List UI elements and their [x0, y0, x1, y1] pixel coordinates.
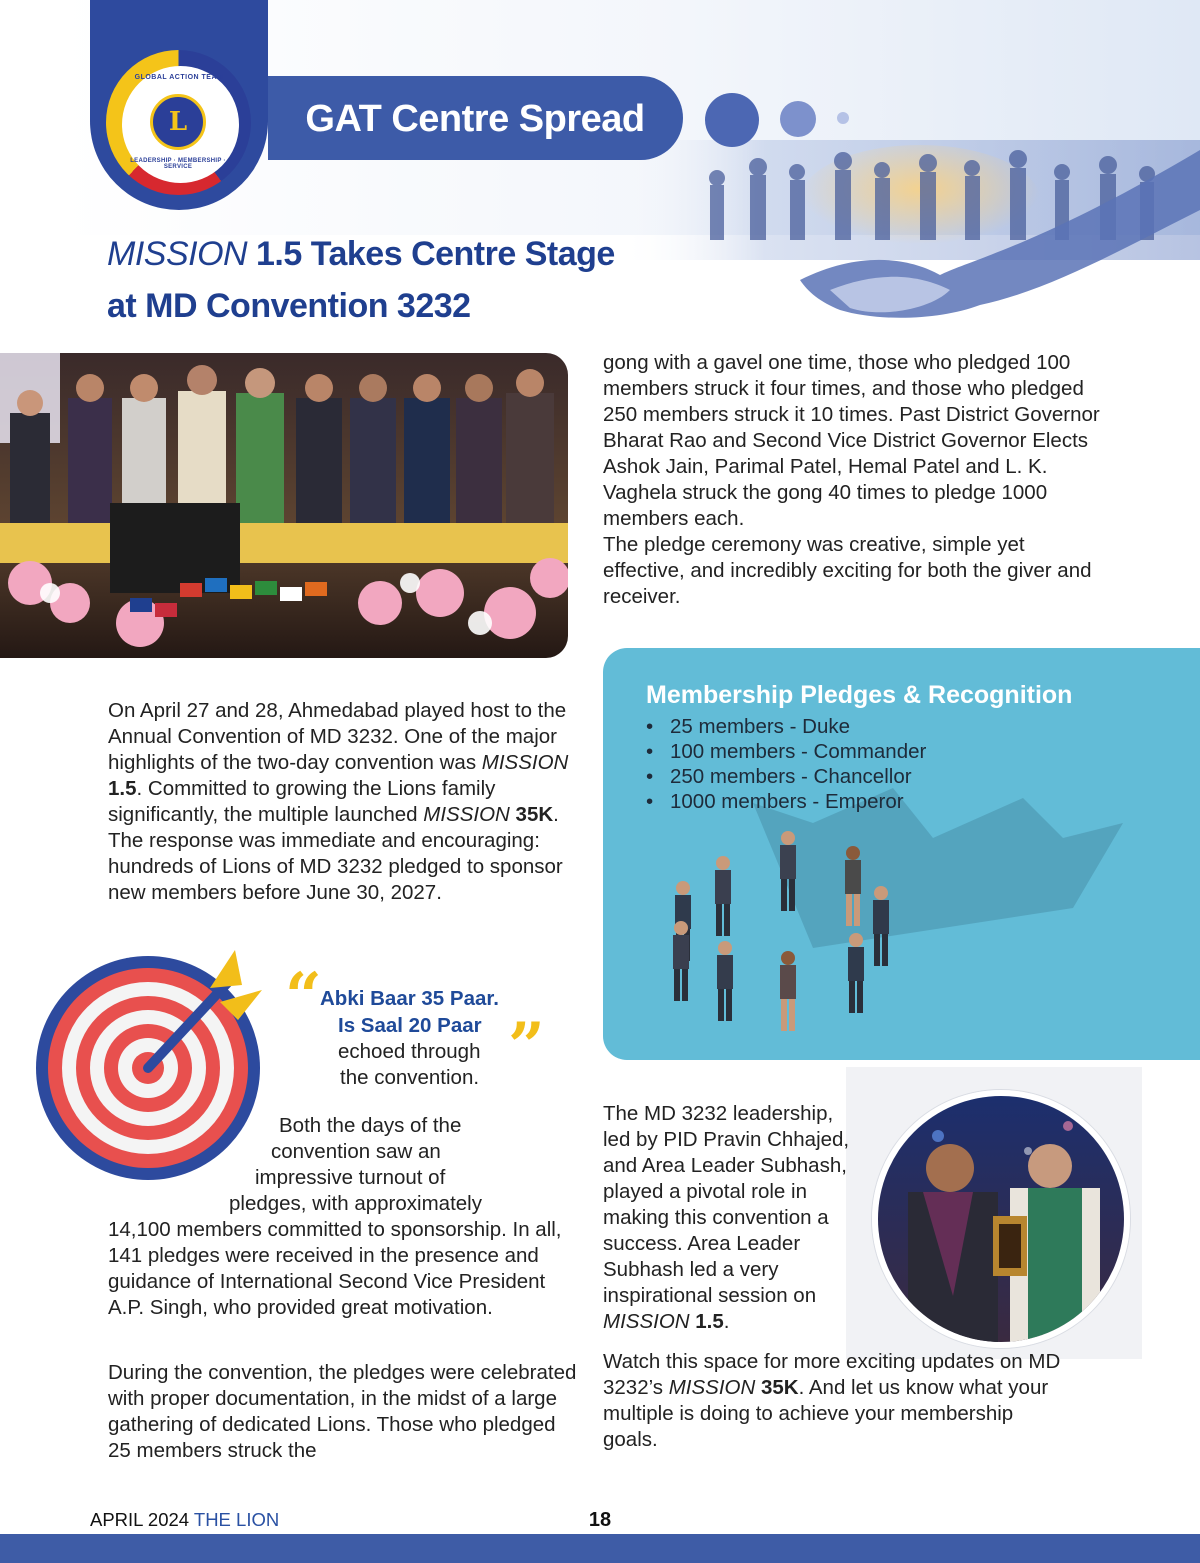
lions-emblem: L [150, 94, 206, 150]
text-run: . Committed to growing the Lions family significantly, the multiple launched [108, 777, 496, 826]
mission-number: 1.5 [108, 777, 137, 800]
magazine-name: THE LION [193, 1509, 280, 1530]
target-icon [30, 940, 270, 1180]
gat-logo-bottom-text: LEADERSHIP · MEMBERSHIP · SERVICE [130, 158, 226, 170]
pledges-list [646, 714, 1046, 814]
paragraph-line: pledges, with approximately [229, 1192, 482, 1215]
handshake-silhouette-image [620, 140, 1200, 330]
decorative-dot [780, 101, 816, 137]
page-number: 18 [588, 1509, 612, 1531]
issue-date: APRIL 2024 [90, 1509, 194, 1530]
closing-paragraph [603, 1349, 1073, 1453]
documentation-paragraph: During the convention, the pledges were celebrated with proper documentation, in the midst of a large gathering of dedicated Lions. Those who pledged 25 members struck the [108, 1361, 577, 1462]
headline-line2: at MD Convention 3232 [107, 287, 471, 325]
gat-logo-top-text: GLOBAL ACTION TEAM [134, 74, 224, 81]
text-run: . [723, 1310, 730, 1333]
decorative-dot [837, 112, 849, 124]
list-item: • 100 members - Commander [646, 739, 1046, 764]
intro-paragraph [108, 698, 578, 906]
list-item: • 25 members - Duke [646, 714, 1046, 739]
mission-word: MISSION [603, 1310, 690, 1333]
mission-word: MISSION [423, 803, 510, 826]
quote-caption: the convention. [340, 1066, 480, 1089]
footer-issue [90, 1508, 279, 1532]
mission-word: MISSION [668, 1376, 756, 1399]
text-run: . The response was immediate and encouraging: hundreds of Lions of MD 3232 pledged to sponsor new members before June 30, 2027. [108, 803, 563, 904]
article-headline [107, 228, 627, 332]
list-item: • 250 members - Chancellor [646, 764, 1046, 789]
quote-line: Abki Baar 35 Paar. [320, 987, 499, 1010]
headline-mission-word: MISSION [107, 235, 248, 273]
quote-caption: echoed through [338, 1040, 481, 1063]
quote-line: Is Saal 20 Paar [338, 1014, 482, 1037]
section-title: GAT Centre Spread [305, 98, 645, 140]
mission-number: 35K [509, 803, 554, 826]
mission-word: MISSION [481, 751, 569, 774]
footer-bar [0, 1534, 1200, 1563]
decorative-dot [705, 93, 759, 147]
convention-stage-photo [0, 353, 568, 658]
close-quote-icon: ” [508, 1009, 545, 1084]
paragraph: The pledge ceremony was creative, simple yet effective, and incredibly exciting for both the giver and receiver. [603, 533, 1092, 608]
paragraph-line: impressive turnout of [255, 1166, 446, 1189]
open-quote-icon: “ [285, 959, 322, 1034]
mission-number: 35K [755, 1376, 799, 1399]
pledges-count-paragraph: 14,100 members committed to sponsorship. In all, 141 pledges were received in the presence and guidance of International Second Vice President A.P. Singh, who provided great motivation. [108, 1218, 562, 1319]
text-run: The MD 3232 leadership, led by PID Pravin Chhajed, and Area Leader Subhash, played a pivotal role in making this convention a success. Area Leader Subhash led a very inspirational session on [603, 1102, 850, 1307]
headline-line1: 1.5 Takes Centre Stage [247, 235, 615, 273]
paragraph-line: convention saw an [271, 1140, 441, 1163]
list-item: • 1000 members - Emperor [646, 789, 1046, 814]
text-run: On April 27 and 28, Ahmedabad played host to the Annual Convention of MD 3232. One of the major highlights of the two-day convention was [108, 699, 567, 774]
text-run: Watch this space for more exciting updates on MD 3232’s [603, 1350, 1061, 1399]
mission-number: 1.5 [689, 1310, 724, 1333]
pledge-ceremony-text [603, 350, 1103, 610]
paragraph: gong with a gavel one time, those who pledged 100 members struck it four times, and those who pledged 250 members struck it 10 times. Past District Governor Bharat Rao and Second Vice District Governor Elects Ashok Jain, Parimal Patel, Hemal Patel and L. K. Vaghela struck the gong 40 times to pledge 1000 members each. [603, 351, 1100, 530]
leadership-paragraph [603, 1101, 858, 1335]
award-presentation-photo [872, 1090, 1130, 1348]
text-run: . And let us know what your multiple is doing to achieve your membership goals. [603, 1376, 1049, 1451]
paragraph-line: Both the days of the [279, 1114, 462, 1137]
pledges-title: Membership Pledges & Recognition [646, 681, 1073, 709]
